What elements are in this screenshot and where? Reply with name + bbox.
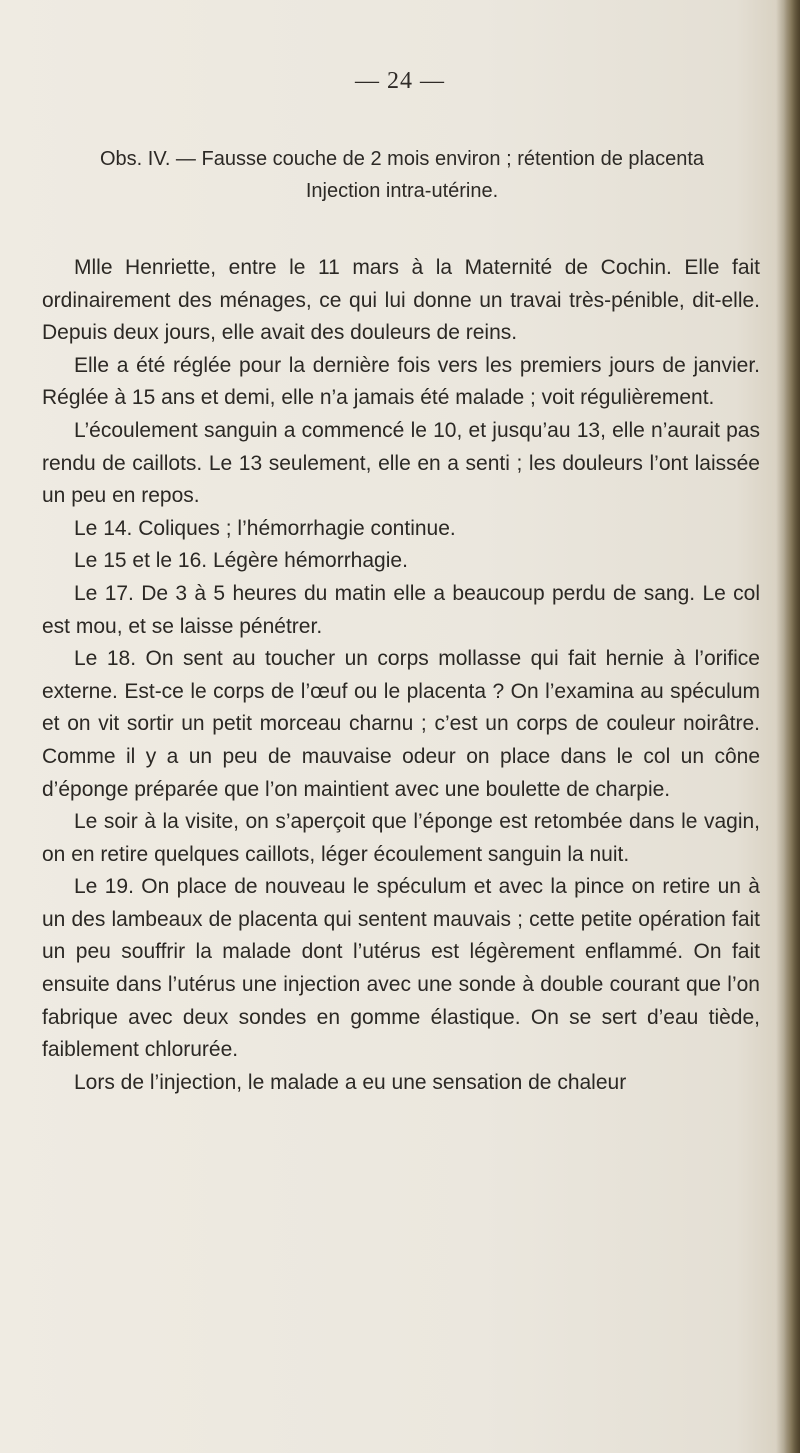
- paragraph: Le 19. On place de nouveau le spéculum et avec la pince on retire un à un des lambeaux de placenta qui sentent mauvais ; cette petite opération fait un peu souffrir la malade dont l’utérus est légèrement enflammé. On fait ensuite dans l’utérus une injection avec une sonde à double courant que l’on fabrique avec deux sondes en gomme élastique. On se sert d’eau tiède, faiblement chlorurée.: [42, 875, 760, 1062]
- paragraph: Lors de l’injection, le malade a eu une sensation de chaleur: [74, 1070, 627, 1094]
- paragraph: Le soir à la visite, on s’aperçoit que l’éponge est retombée dans le vagin, on en retire quelques caillots, léger écoulement sanguin la nuit.: [42, 810, 760, 866]
- paragraph: Le 18. On sent au toucher un corps mollasse qui fait hernie à l’orifice externe. Est-ce le corps de l’œuf ou le placenta ? On l’examina au spéculum et on vit sortir un petit morceau charnu ; c’est un corps de couleur noirâtre. Comme il y a un peu de mauvaise odeur on place dans le col un cône d’éponge préparée que l’on maintient avec une boulette de charpie.: [42, 647, 760, 801]
- observation-title: Obs. IV. — Fausse couche de 2 mois environ ; rétention de placenta: [99, 148, 705, 170]
- body-text: [42, 252, 760, 1099]
- paragraph: Elle a été réglée pour la dernière fois vers les premiers jours de janvier. Réglée à 15 ans et demi, elle n’a jamais été malade ; voit régulièrement.: [42, 353, 760, 410]
- paragraph: L’écoulement sanguin a commencé le 10, et jusqu’au 13, elle n’aurait pas rendu de caillots. Le 13 seulement, elle en a senti ; les douleurs l’ont laissée un peu en repos.: [42, 418, 760, 508]
- paragraph: Le 14. Coliques ; l’hémorrhagie continue.: [74, 516, 456, 540]
- observation-subtitle: Injection intra-utérine.: [305, 180, 499, 202]
- paragraph: Le 17. De 3 à 5 heures du matin elle a beaucoup perdu de sang. Le col est mou, et se laisse pénétrer.: [42, 581, 760, 638]
- page-number: — 24 —: [355, 68, 445, 94]
- observation-heading: [57, 143, 747, 207]
- paragraph: Le 15 et le 16. Légère hémorrhagie.: [74, 549, 408, 573]
- paragraph: Mlle Henriette, entre le 11 mars à la Maternité de Cochin. Elle fait ordinairement des ménages, ce qui lui donne un travai très-pénible, dit-elle. Depuis deux jours, elle avait des douleurs de reins.: [42, 256, 760, 345]
- page-edge-shadow: [784, 0, 800, 1453]
